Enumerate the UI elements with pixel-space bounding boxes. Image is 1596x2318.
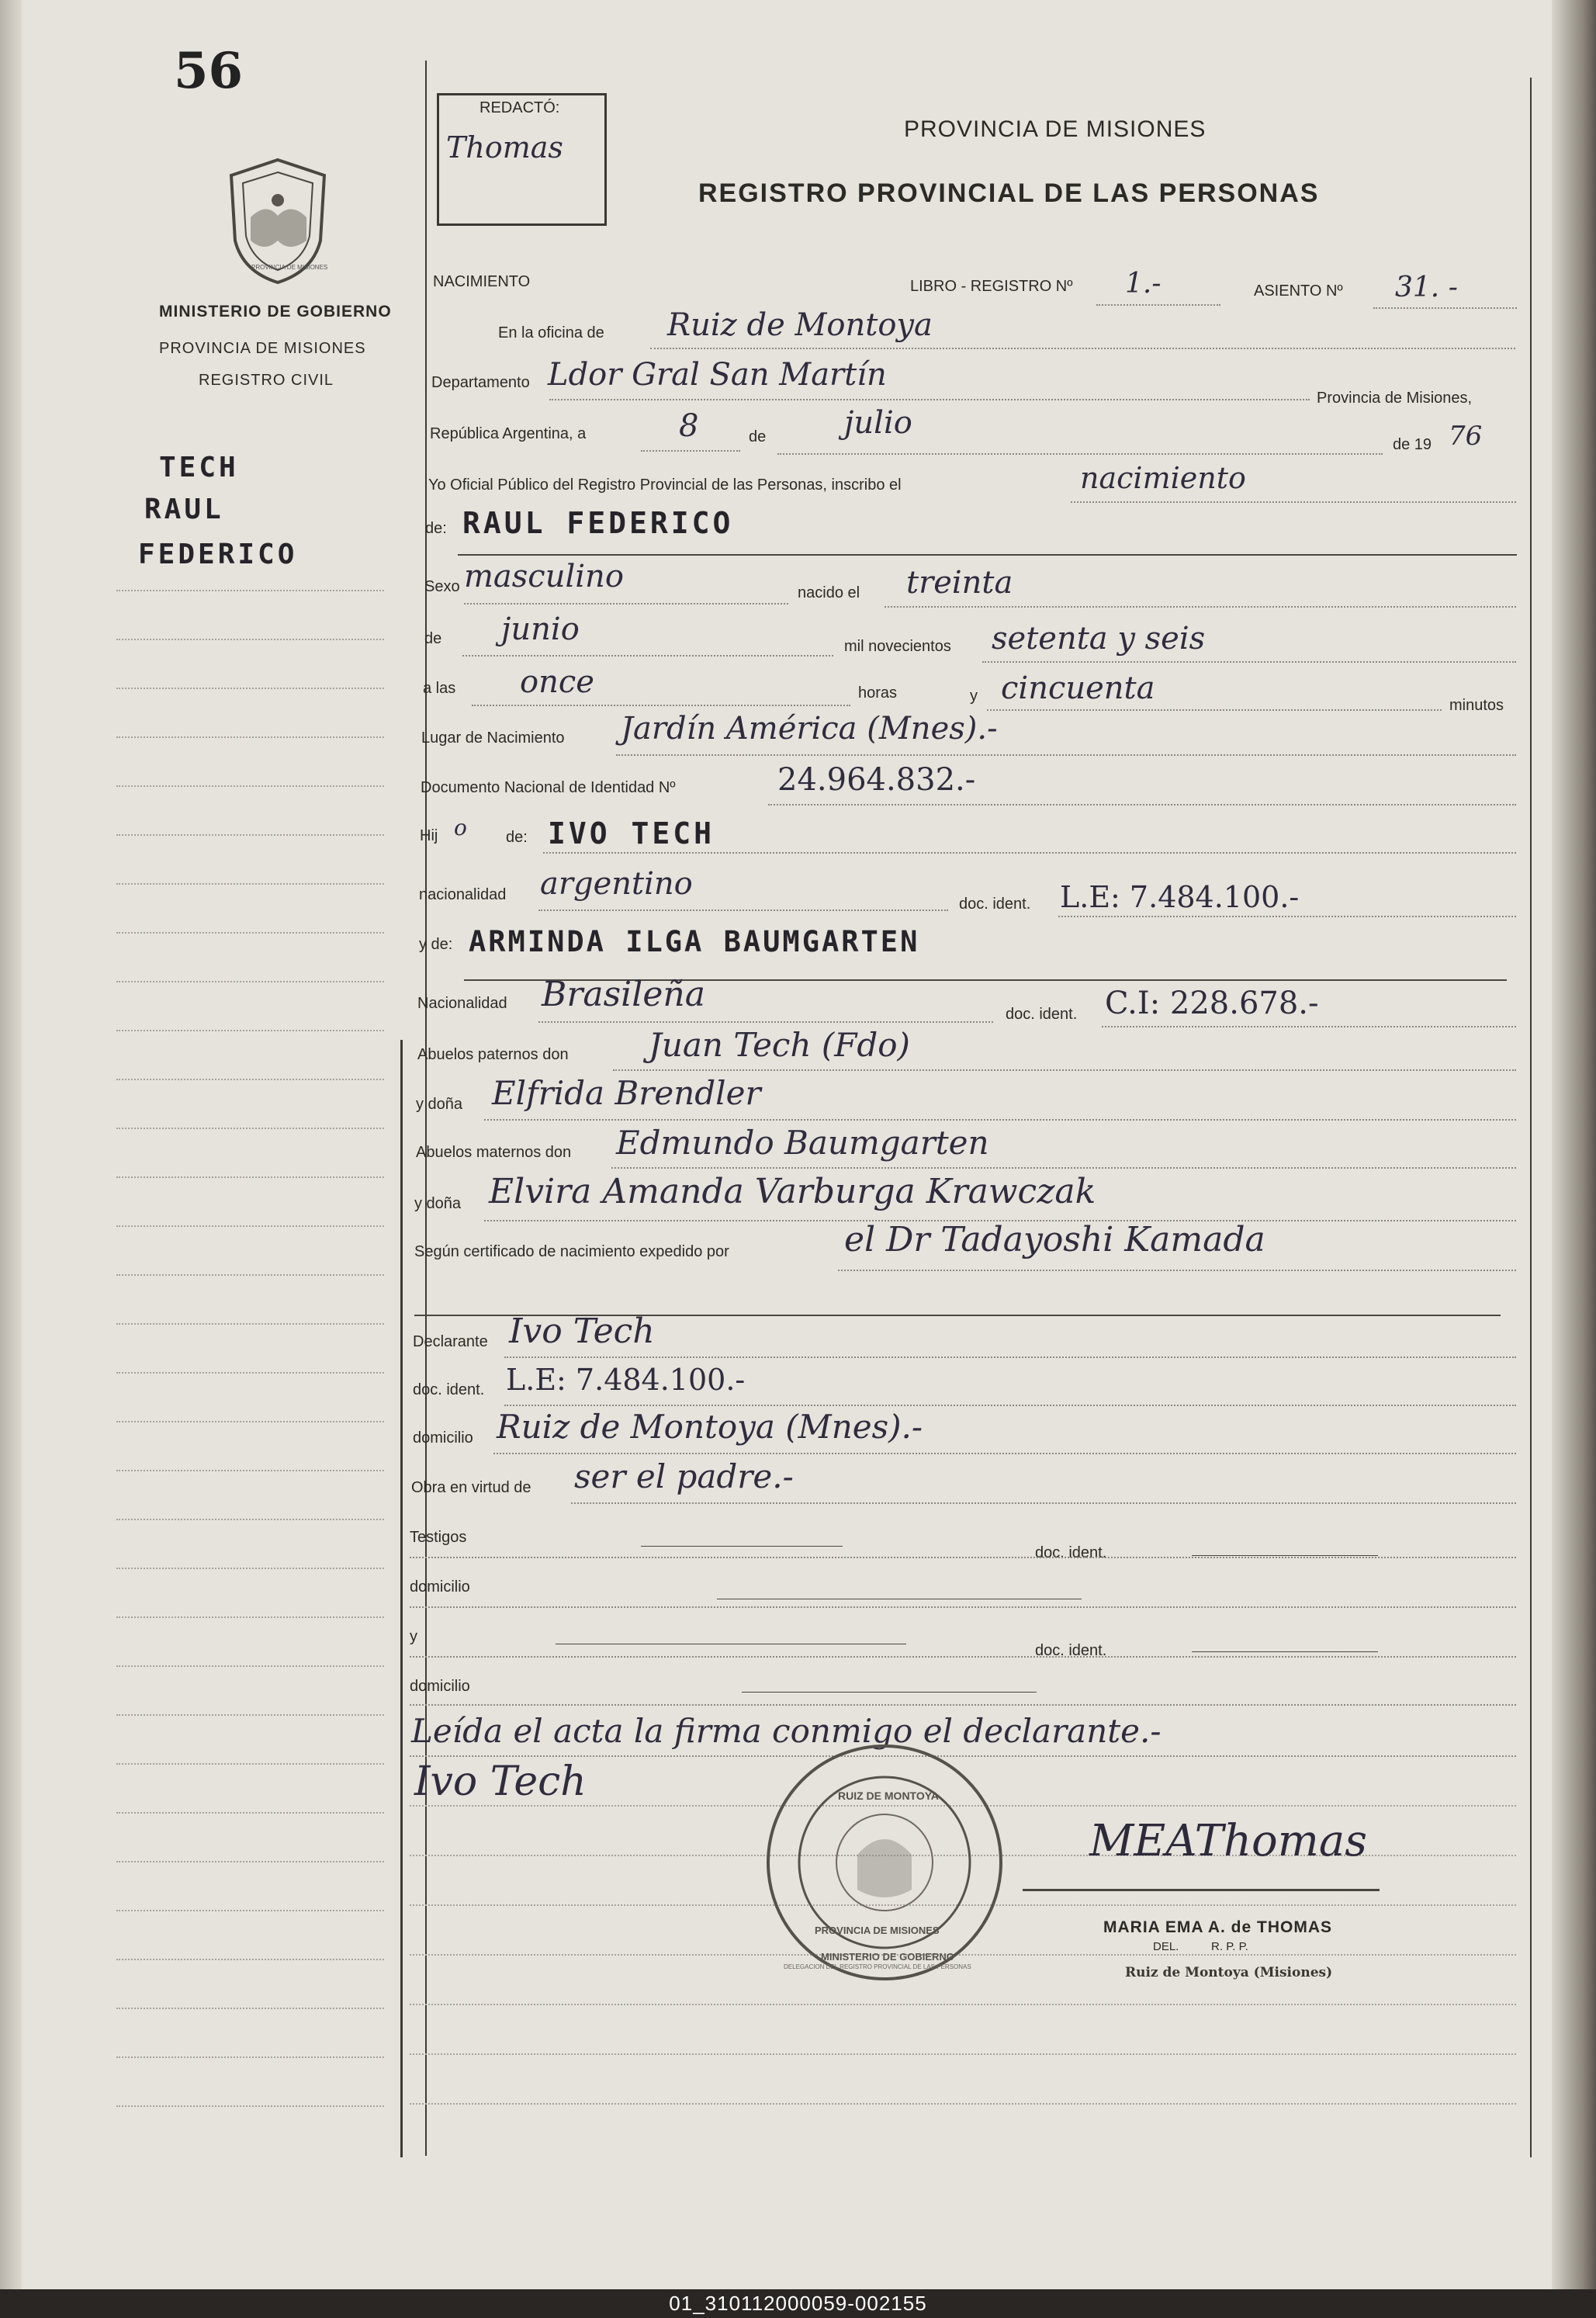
stamp-province-text: PROVINCIA DE MISIONES	[815, 1925, 940, 1936]
margin-rule-line	[116, 1959, 384, 1960]
margin-rule-line	[116, 1030, 384, 1031]
declarante-label: Declarante	[413, 1333, 488, 1350]
nacido-value: treinta	[906, 565, 1013, 601]
margin-rule-line	[116, 1861, 384, 1862]
mil-value: setenta y seis	[992, 621, 1206, 657]
margin-rule-line	[116, 1274, 384, 1276]
record-type-label: NACIMIENTO	[433, 273, 531, 290]
declarante-signature: Ivo Tech	[414, 1758, 587, 1805]
header-registry: REGISTRO PROVINCIAL DE LAS PERSONAS	[698, 178, 1320, 208]
horas-label: horas	[858, 684, 898, 702]
nac-label: nacionalidad	[419, 886, 507, 903]
month-line	[777, 453, 1383, 455]
margin-rule-line	[116, 1568, 384, 1569]
libro-label: LIBRO - REGISTRO Nº	[910, 278, 1073, 295]
ab-mat-value: Edmundo Baumgarten	[616, 1124, 989, 1162]
obra-line	[571, 1502, 1516, 1504]
official-name: MARIA EMA A. de THOMAS	[1103, 1918, 1332, 1936]
domicilio-line	[493, 1453, 1516, 1454]
name-label: de:	[425, 520, 447, 537]
mother-doc-label: doc. ident.	[1006, 1006, 1078, 1023]
margin-rule-line	[116, 736, 384, 738]
official-title: DEL. R. P. P.	[1153, 1940, 1248, 1953]
registry-stamp	[760, 1738, 1009, 1987]
sexo-value: masculino	[464, 559, 624, 594]
oficial-line	[1071, 501, 1516, 503]
hijo-suffix: o	[454, 815, 467, 840]
margin-rule-line	[116, 1225, 384, 1227]
father-line	[543, 852, 1516, 854]
testigo1-doc-label: doc. ident.	[1035, 1544, 1107, 1561]
margin-rule-line	[116, 883, 384, 885]
minutes-line	[987, 709, 1442, 711]
alas-label: a las	[423, 680, 456, 697]
oficina-label: En la oficina de	[498, 324, 604, 341]
hijo-de-label: de:	[506, 829, 528, 846]
day-value: 8	[679, 408, 699, 444]
ledger-divider-form	[400, 1040, 403, 2157]
testigos-line	[410, 1557, 1516, 1558]
ministry-registry: REGISTRO CIVIL	[199, 372, 334, 389]
father-doc-value: L.E: 7.484.100.-	[1060, 880, 1300, 914]
departamento-line	[549, 399, 1310, 400]
provincia-label: Provincia de Misiones,	[1317, 390, 1473, 407]
ab-pat-value: Juan Tech (Fdo)	[649, 1026, 910, 1064]
ab-pat-dona-label: y doña	[416, 1096, 463, 1113]
hour-line	[472, 705, 850, 706]
hijo-label: Hij	[420, 827, 438, 844]
nac2-value: Brasileña	[542, 975, 705, 1014]
stamp-inner-text: RUIZ DE MONTOYA	[838, 1790, 939, 1802]
margin-rule-line	[116, 1372, 384, 1374]
domicilio3-dots	[410, 1704, 1516, 1706]
minutos-label: minutos	[1449, 697, 1504, 714]
father-doc-line	[1058, 916, 1516, 917]
departamento-value: Ldor Gral San Martín	[548, 357, 887, 393]
page-right-edge	[1552, 0, 1596, 2289]
ab-mat2-value: Elvira Amanda Varburga Krawczak	[489, 1172, 1096, 1211]
margin-rule-line	[116, 1421, 384, 1422]
ab-pat2-line	[484, 1119, 1516, 1121]
redacto-value: Thomas	[446, 130, 563, 165]
margin-surname: TECH	[159, 452, 239, 483]
y-label: y	[970, 688, 978, 705]
stamp-bottom-text: MINISTERIO DE GOBIERNO	[821, 1951, 954, 1963]
asiento-label: ASIENTO Nº	[1254, 282, 1343, 300]
margin-rule-line	[116, 1128, 384, 1129]
margin-rule-line	[116, 1323, 384, 1325]
cert-label: Según certificado de nacimiento expedido por	[414, 1243, 729, 1260]
margin-rule-line	[116, 2105, 384, 2107]
departamento-label: Departamento	[431, 374, 530, 391]
margin-rule-line	[116, 834, 384, 836]
domicilio3-line	[742, 1692, 1037, 1693]
oficina-line	[650, 348, 1515, 349]
mother-doc-value: C.I: 228.678.-	[1105, 986, 1319, 1021]
mil-line	[982, 661, 1516, 663]
domicilio2-dots	[410, 1606, 1516, 1608]
ab-pat-line	[613, 1069, 1516, 1071]
de2-label: de	[424, 630, 442, 647]
father-name: IVO TECH	[548, 816, 715, 851]
margin-rule-line	[116, 1519, 384, 1520]
ministry-name: MINISTERIO DE GOBIERNO	[159, 303, 392, 321]
cert-value: el Dr Tadayoshi Kamada	[844, 1220, 1265, 1259]
ledger-divider-right	[1530, 78, 1532, 2157]
form-rule-line	[410, 2103, 1516, 2105]
ab-mat-label: Abuelos maternos don	[416, 1144, 572, 1161]
oficina-value: Ruiz de Montoya	[667, 307, 933, 343]
official-place: Ruiz de Montoya (Misiones)	[1125, 1965, 1333, 1980]
domicilio-label: domicilio	[413, 1429, 473, 1447]
oficial-value: nacimiento	[1080, 461, 1246, 495]
header-province: PROVINCIA DE MISIONES	[904, 116, 1207, 142]
margin-rule-line	[116, 1763, 384, 1765]
testigo2-doc-label: doc. ident.	[1035, 1642, 1107, 1659]
closing-text: Leída el acta la firma conmigo el declarante.-	[411, 1712, 1162, 1750]
margin-rule-line	[116, 1176, 384, 1178]
mother-name: ARMINDA ILGA BAUMGARTEN	[469, 925, 920, 958]
dni-value: 24.964.832.-	[777, 762, 976, 798]
y-de-label: y de:	[419, 936, 453, 953]
testigo1-doc-line	[1192, 1555, 1378, 1556]
domicilio-value: Ruiz de Montoya (Mnes).-	[497, 1408, 923, 1446]
margin-rule-line	[116, 932, 384, 934]
stamp-outer-text: DELEGACION DEL REGISTRO PROVINCIAL DE LAS PERSONAS	[784, 1963, 971, 1970]
declarante-line	[504, 1356, 1516, 1358]
testigos-label: Testigos	[410, 1529, 467, 1546]
ab-mat-dona-label: y doña	[414, 1195, 462, 1212]
month2-value: junio	[501, 612, 580, 647]
margin-rule-line	[116, 2008, 384, 2009]
redacto-label: REDACTÓ:	[479, 99, 560, 116]
margin-rule-line	[116, 1714, 384, 1716]
month-value: julio	[844, 405, 912, 441]
seal-caption: PROVINCIA DE MISIONES	[251, 264, 328, 271]
republica-label: República Argentina, a	[430, 425, 587, 442]
domicilio2-label: domicilio	[410, 1578, 470, 1596]
margin-rule-line	[116, 1079, 384, 1080]
cert-line	[838, 1270, 1516, 1271]
obra-value: ser el padre.-	[574, 1457, 794, 1495]
day-line	[641, 450, 740, 452]
decl-doc-value: L.E: 7.484.100.-	[506, 1363, 746, 1397]
domicilio3-label: domicilio	[410, 1678, 470, 1695]
ministry-province: PROVINCIA DE MISIONES	[159, 340, 366, 357]
margin-rule-line	[116, 688, 384, 689]
month2-line	[462, 655, 833, 657]
nac2-label: Nacionalidad	[417, 995, 507, 1012]
margin-rule-line	[116, 1812, 384, 1814]
name-rule	[458, 554, 1517, 556]
mil-label: mil novecientos	[844, 638, 951, 655]
margin-rule-line	[116, 785, 384, 787]
margin-rule-line	[116, 639, 384, 640]
official-signature: MEAThomas	[1089, 1816, 1367, 1866]
declarante-value: Ivo Tech	[509, 1311, 655, 1351]
libro-value: 1.-	[1125, 268, 1162, 300]
dni-label: Documento Nacional de Identidad Nº	[421, 779, 676, 796]
nac-line	[538, 910, 948, 911]
form-rule-line	[410, 2053, 1516, 2055]
margin-rule-line	[116, 590, 384, 591]
year-value: 76	[1449, 421, 1483, 452]
libro-line	[1096, 304, 1220, 306]
minutes-value: cincuenta	[1001, 670, 1155, 706]
sexo-line	[464, 603, 788, 605]
testigo2-dots	[410, 1656, 1516, 1658]
margin-rule-line	[116, 1665, 384, 1667]
name-value: RAUL FEDERICO	[462, 506, 734, 540]
obra-label: Obra en virtud de	[411, 1479, 531, 1496]
decl-doc-label: doc. ident.	[413, 1381, 485, 1398]
margin-rule-line	[116, 981, 384, 982]
asiento-line	[1373, 307, 1517, 309]
margin-rule-line	[116, 1470, 384, 1471]
form-rule-line	[410, 2004, 1516, 2005]
nacido-label: nacido el	[798, 584, 860, 601]
hour-value: once	[520, 664, 594, 700]
sexo-label: Sexo	[424, 578, 460, 595]
margin-first-name: RAUL	[144, 494, 224, 525]
ab-pat-label: Abuelos paternos don	[417, 1046, 569, 1063]
margin-second-name: FEDERICO	[138, 539, 298, 570]
margin-rule-line	[116, 1910, 384, 1911]
y2-label: y	[410, 1628, 417, 1645]
official-signature-line	[1023, 1889, 1380, 1891]
page-left-edge	[0, 0, 22, 2289]
lugar-label: Lugar de Nacimiento	[421, 729, 565, 747]
asiento-value: 31. -	[1395, 272, 1458, 303]
nacido-line	[885, 606, 1516, 608]
ab-pat2-value: Elfrida Brendler	[492, 1074, 761, 1112]
father-doc-label: doc. ident.	[959, 896, 1031, 913]
lugar-line	[616, 754, 1516, 756]
ab-mat-line	[611, 1167, 1516, 1169]
testigo1-line	[641, 1546, 843, 1547]
dni-line	[768, 804, 1516, 806]
page-number: 56	[174, 42, 244, 100]
decl-doc-line	[504, 1405, 1516, 1406]
margin-rule-line	[116, 1616, 384, 1618]
testigo2-doc-line	[1192, 1651, 1378, 1652]
oficial-label: Yo Oficial Público del Registro Provincial de las Personas, inscribo el	[428, 476, 902, 494]
de-label: de	[749, 428, 767, 445]
lugar-value: Jardín América (Mnes).-	[621, 711, 998, 747]
image-id: 01_310112000059-002155	[669, 2292, 927, 2315]
mother-doc-line	[1102, 1026, 1516, 1027]
margin-rule-line	[116, 2056, 384, 2058]
nac2-line	[538, 1021, 993, 1023]
nac-value: argentino	[540, 866, 693, 902]
year-label: de 19	[1393, 436, 1432, 453]
